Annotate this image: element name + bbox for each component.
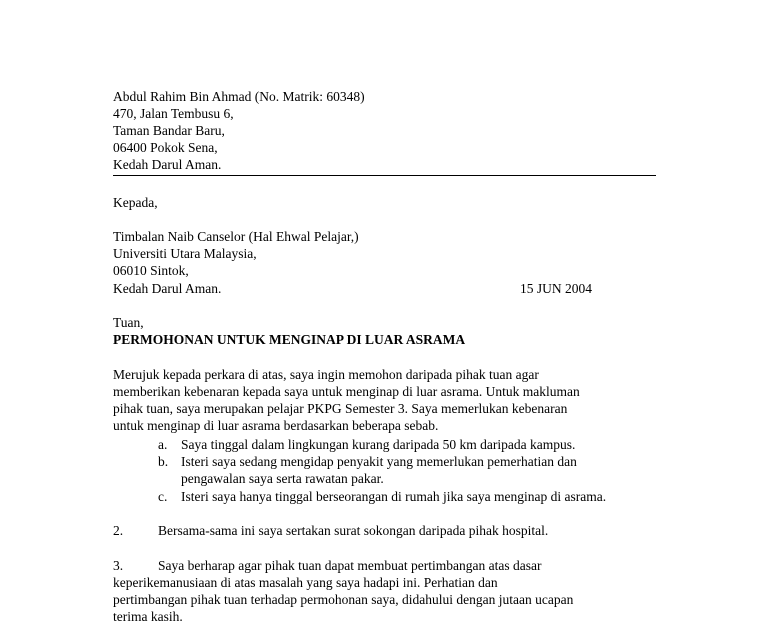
paragraph-line: pertimbangan pihak tuan terhadap permohonan saya, didahului dengan jutaan ucapan	[113, 592, 574, 607]
paragraph-line: terima kasih.	[113, 609, 183, 624]
sender-address-line: 06400 Pokok Sena,	[113, 140, 218, 155]
list-item: Isteri saya sedang mengidap penyakit yang memerlukan pemerhatian dan	[181, 454, 577, 469]
header-divider	[113, 175, 656, 176]
paragraph-line: keperikemanusiaan di atas masalah yang saya hadapi ini. Perhatian dan	[113, 575, 498, 590]
paragraph-line: Merujuk kepada perkara di atas, saya ingin memohon daripada pihak tuan agar	[113, 367, 539, 382]
list-item: Isteri saya hanya tinggal berseorangan di rumah jika saya menginap di asrama.	[181, 489, 607, 504]
paragraph-line: pihak tuan, saya merupakan pelajar PKPG Semester 3. Saya memerlukan kebenaran	[113, 401, 568, 416]
paragraph-line: Saya berharap agar pihak tuan dapat membuat pertimbangan atas dasar	[158, 558, 542, 573]
paragraph-line: Bersama-sama ini saya sertakan surat sokongan daripada pihak hospital.	[158, 523, 549, 538]
sender-address-line: Taman Bandar Baru,	[113, 123, 225, 138]
subject-heading: PERMOHONAN UNTUK MENGINAP DI LUAR ASRAMA	[113, 332, 466, 347]
greeting: Tuan,	[113, 315, 144, 330]
recipient-line: 06010 Sintok,	[113, 263, 189, 278]
letter-date: 15 JUN 2004	[520, 281, 593, 296]
list-marker: b.	[158, 454, 169, 469]
list-marker: c.	[158, 489, 168, 504]
list-item: Saya tinggal dalam lingkungan kurang daripada 50 km daripada kampus.	[181, 437, 576, 452]
list-item-continuation: pengawalan saya serta rawatan pakar.	[181, 471, 384, 486]
sender-name: Abdul Rahim Bin Ahmad (No. Matrik: 60348)	[113, 89, 365, 104]
list-marker: a.	[158, 437, 168, 452]
paragraph-number: 2.	[113, 523, 124, 538]
recipient-line: Universiti Utara Malaysia,	[113, 246, 257, 261]
paragraph-number: 3.	[113, 558, 124, 573]
recipient-line: Kedah Darul Aman.	[113, 281, 222, 296]
paragraph-line: untuk menginap di luar asrama berdasarkan beberapa sebab.	[113, 418, 439, 433]
sender-address-line: Kedah Darul Aman.	[113, 157, 222, 172]
sender-address-line: 470, Jalan Tembusu 6,	[113, 106, 234, 121]
recipient-to: Kepada,	[113, 195, 158, 210]
recipient-line: Timbalan Naib Canselor (Hal Ehwal Pelajar,)	[113, 229, 359, 244]
paragraph-line: memberikan kebenaran kepada saya untuk menginap di luar asrama. Untuk makluman	[113, 384, 580, 399]
